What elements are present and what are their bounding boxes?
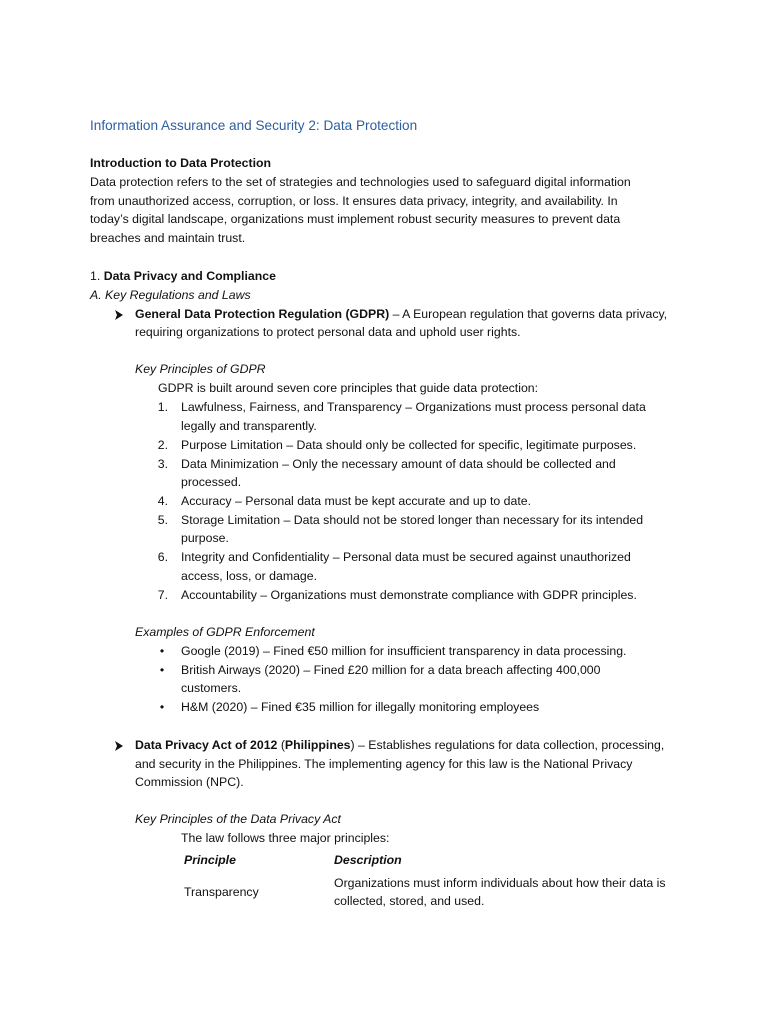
section-heading — [90, 267, 276, 286]
list-item: Purpose Limitation – Data should only be collected for specific, legitimate purposes. — [181, 438, 637, 452]
gdpr-principles-heading: Key Principles of GDPR — [135, 362, 266, 376]
dpa-desc: – Establishes regulations for data collection, processing, — [354, 738, 665, 752]
arrow-bullet-icon — [114, 309, 124, 321]
list-item: Storage Limitation – Data should not be stored longer than necessary for its intended — [181, 513, 644, 527]
dpa-principles-heading: Key Principles of the Data Privacy Act — [135, 812, 341, 826]
dpa-desc-line: Commission (NPC). — [135, 775, 244, 789]
list-number: 7. — [157, 588, 168, 602]
dpa-principles-intro: The law follows three major principles: — [181, 831, 390, 845]
list-number: 4. — [157, 494, 168, 508]
intro-line: from unauthorized access, corruption, or loss. It ensures data privacy, integrity, and availability. In — [90, 194, 618, 208]
gdpr-enforcement-heading: Examples of GDPR Enforcement — [135, 625, 315, 639]
gdpr-desc-line: requiring organizations to protect personal data and uphold user rights. — [135, 325, 521, 339]
gdpr-principles-intro: GDPR is built around seven core principles that guide data protection: — [158, 381, 539, 395]
gdpr-line — [135, 305, 667, 324]
list-number: 5. — [157, 513, 168, 527]
gdpr-name: General Data Protection Regulation (GDPR) — [135, 307, 390, 321]
arrow-bullet-icon — [114, 740, 124, 752]
bullet-icon: • — [159, 644, 165, 658]
intro-line: Data protection refers to the set of strategies and technologies used to safeguard digital information — [90, 175, 631, 189]
bullet-icon: • — [159, 700, 165, 714]
section-number: 1. — [90, 269, 101, 283]
section-title: Data Privacy and Compliance — [103, 269, 276, 283]
dpa-country: Philippines — [284, 738, 351, 752]
table-cell-principle: Transparency — [184, 885, 259, 899]
table-cell-description: Organizations must inform individuals about how their data is — [334, 876, 666, 890]
gdpr-desc: – A European regulation that governs data privacy, — [389, 307, 668, 321]
list-number: 1. — [157, 400, 168, 414]
list-item: purpose. — [181, 531, 229, 545]
table-header-description: Description — [334, 853, 402, 867]
bullet-icon: • — [159, 663, 165, 677]
dpa-desc-line: and security in the Philippines. The implementing agency for this law is the National Privacy — [135, 757, 633, 771]
table-header-principle: Principle — [184, 853, 236, 867]
list-item: Lawfulness, Fairness, and Transparency – Organizations must process personal data — [181, 400, 646, 414]
list-number: 2. — [157, 438, 168, 452]
list-number: 3. — [157, 457, 168, 471]
list-item: British Airways (2020) – Fined £20 million for a data breach affecting 400,000 — [181, 663, 601, 677]
list-item: Data Minimization – Only the necessary amount of data should be collected and — [181, 457, 616, 471]
table-cell-description: collected, stored, and used. — [334, 894, 485, 908]
list-item: Integrity and Confidentiality – Personal data must be secured against unauthorized — [181, 550, 631, 564]
list-number: 6. — [157, 550, 168, 564]
list-item: legally and transparently. — [181, 419, 317, 433]
section-subheading: A. Key Regulations and Laws — [90, 288, 251, 302]
list-item: processed. — [181, 475, 242, 489]
list-item: Accuracy – Personal data must be kept accurate and up to date. — [181, 494, 531, 508]
list-item: Google (2019) – Fined €50 million for insufficient transparency in data processing. — [181, 644, 627, 658]
dpa-paren-close: ) — [350, 738, 355, 752]
dpa-line — [135, 736, 664, 755]
list-item: customers. — [181, 681, 242, 695]
document-title: Information Assurance and Security 2: Data Protection — [90, 118, 418, 133]
dpa-name: Data Privacy Act of 2012 — [135, 738, 278, 752]
intro-heading: Introduction to Data Protection — [90, 156, 272, 170]
intro-line: today’s digital landscape, organizations must implement robust security measures to prevent data — [90, 212, 621, 226]
list-item: access, loss, or damage. — [181, 569, 318, 583]
list-item: Accountability – Organizations must demonstrate compliance with GDPR principles. — [181, 588, 637, 602]
intro-line: breaches and maintain trust. — [90, 231, 246, 245]
list-item: H&M (2020) – Fined €35 million for illegally monitoring employees — [181, 700, 540, 714]
dpa-paren-open: ( — [277, 738, 285, 752]
